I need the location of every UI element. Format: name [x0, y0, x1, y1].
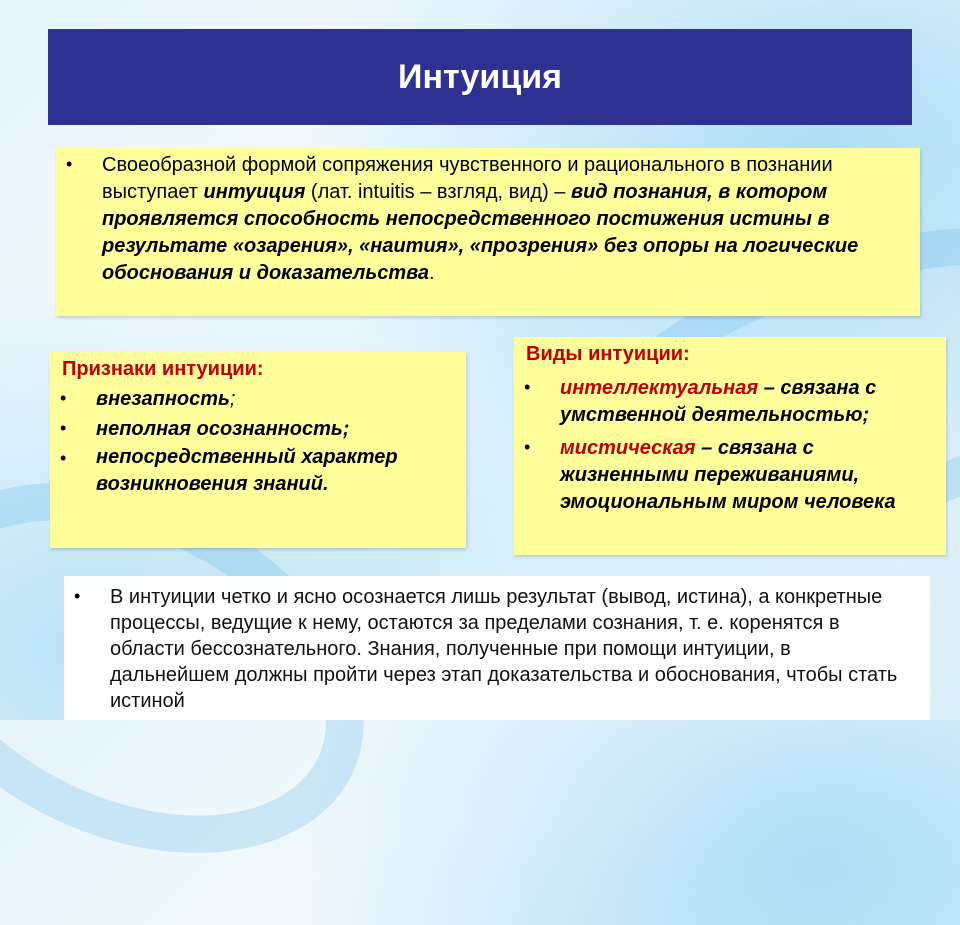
signs-item-suffix: ; — [229, 388, 236, 410]
bullet: • — [60, 448, 67, 468]
intro-box — [56, 148, 920, 316]
signs-item-text: внезапность — [96, 388, 230, 410]
intro-term: интуиция — [203, 181, 306, 203]
signs-item: непосредственный характер возникновения знаний. — [96, 446, 398, 495]
types-box — [514, 337, 946, 555]
signs-heading: Признаки интуиции: — [62, 358, 264, 380]
intro-part: Своеобразной формой сопряжения чувственного и рационального в познании выступает — [102, 154, 833, 203]
signs-item: неполная осознанность; — [96, 418, 350, 440]
bullet: • — [60, 388, 67, 408]
types-item-term: интеллектуальная — [560, 377, 759, 399]
types-item — [560, 435, 930, 516]
title-bar — [48, 29, 912, 125]
bullet: • — [524, 377, 531, 397]
bullet: • — [524, 437, 531, 457]
conclusion-text: В интуиции четко и ясно осознается лишь результат (вывод, истина), а конкретные процессы, ведущие к нему, остаются за пределами сознания, т. е. коренятся в области бессознательного. Знания, полученные при помощи интуиции, в дальнейшем должны пройти через этап доказательства и обоснования, чтобы стать истиной — [110, 586, 898, 712]
types-item-text: – связана с жизненными переживаниями, эмоциональным миром человека — [560, 437, 896, 513]
conclusion-box — [64, 576, 930, 720]
bullet: • — [74, 586, 81, 606]
signs-box — [50, 352, 466, 548]
signs-item — [96, 386, 446, 413]
intro-part: (лат. intuitis – взгляд, вид) – — [305, 181, 571, 203]
bullet: • — [66, 154, 73, 174]
intro-definition: вид познания, в котором проявляется способность непосредственного постижения истины в результате «озарения», «наития», «прозрения» без опоры на логические обоснования и доказательства — [102, 181, 859, 284]
types-item-text: – связана с умственной деятельностью; — [560, 377, 877, 426]
types-item — [560, 375, 930, 429]
types-item-term: мистическая — [560, 437, 696, 459]
intro-text — [102, 152, 902, 287]
bullet: • — [60, 418, 67, 438]
slide-title: Интуиция — [398, 57, 562, 96]
intro-part: . — [429, 262, 435, 284]
types-heading: Виды интуиции: — [526, 343, 690, 365]
